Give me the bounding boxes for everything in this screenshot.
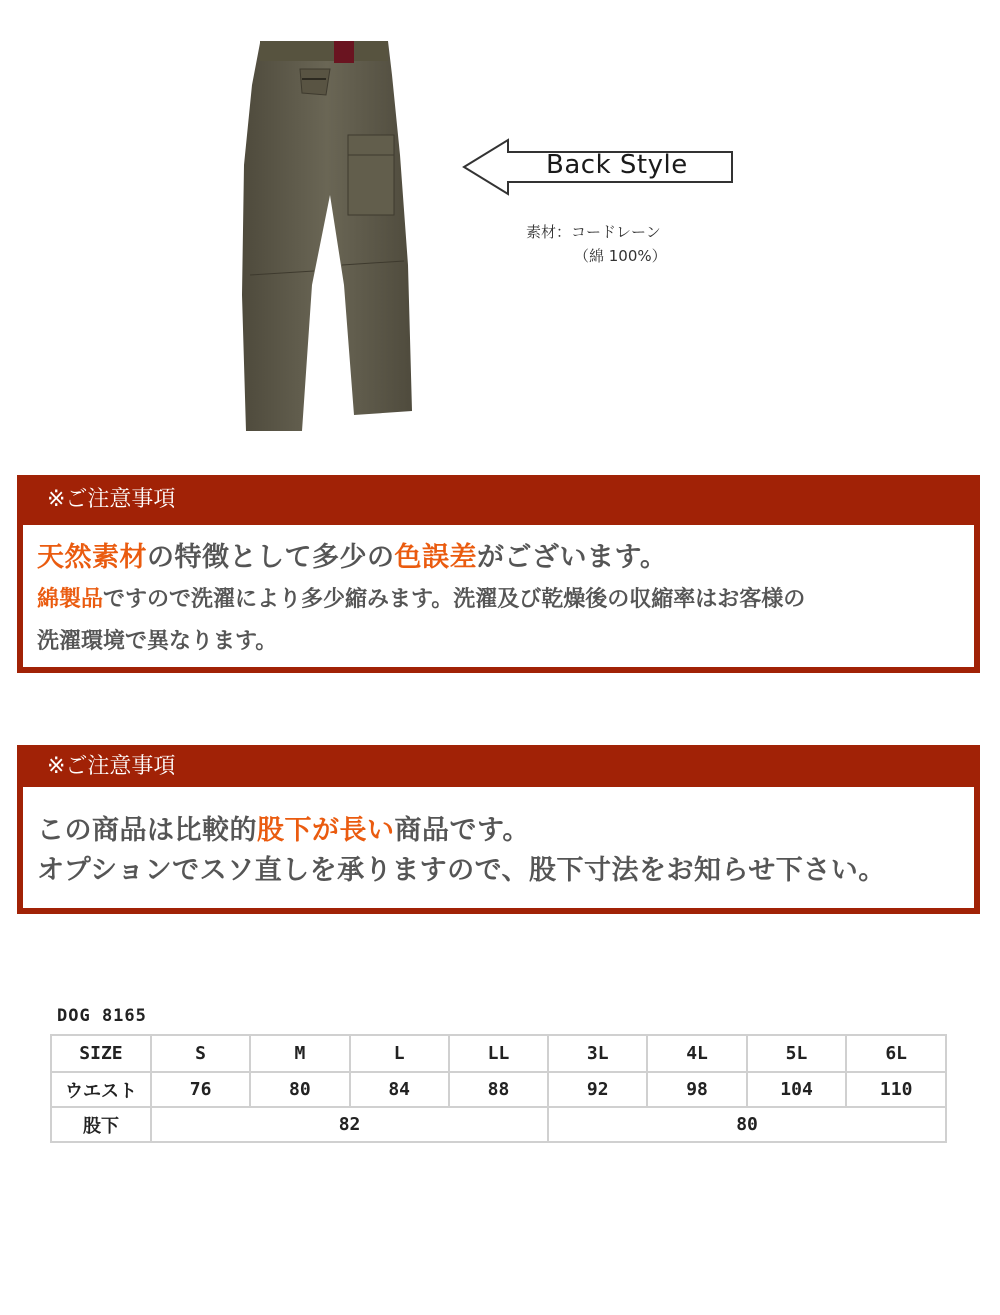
waist-cell: 88	[449, 1072, 548, 1107]
notice-text: ですので洗濯により多少縮みます。洗濯及び乾燥後の収縮率はお客様の	[103, 587, 806, 612]
waist-row	[51, 1072, 946, 1107]
waist-cell: 76	[151, 1072, 250, 1107]
size-header-cell: 3L	[548, 1035, 647, 1072]
back-style-label: Back Style	[546, 150, 688, 180]
notice1-line3: 洗濯環境で異なります。	[37, 629, 278, 654]
size-header-cell: 6L	[846, 1035, 946, 1072]
inseam-label: 股下	[51, 1107, 151, 1142]
size-header-row	[51, 1035, 946, 1072]
material-composition: （綿 100%）	[574, 247, 667, 265]
notice-text: がございます。	[477, 542, 668, 573]
highlight-text: 股下が長い	[257, 815, 395, 846]
notice1-line1	[37, 537, 974, 579]
pants-back-photo	[230, 35, 430, 435]
size-header-cell: M	[250, 1035, 349, 1072]
notice2-line1	[37, 811, 974, 851]
size-header-cell: 4L	[647, 1035, 746, 1072]
material-name: 素材：コードレーン	[526, 223, 661, 241]
notice-box-inseam	[17, 745, 980, 914]
waist-cell: 104	[747, 1072, 847, 1107]
model-number: DOG 8165	[57, 1006, 147, 1026]
inseam-cell: 80	[548, 1107, 946, 1142]
notice-body	[23, 525, 974, 667]
notice-text: 商品です。	[394, 815, 530, 846]
size-header-cell: S	[151, 1035, 250, 1072]
notice-text: この商品は比較的	[37, 815, 257, 846]
waist-cell: 98	[647, 1072, 746, 1107]
waist-cell: 110	[846, 1072, 946, 1107]
waist-cell: 92	[548, 1072, 647, 1107]
notice-heading: ※ご注意事項	[47, 754, 176, 779]
notice-box-color	[17, 475, 980, 673]
size-table	[50, 1034, 947, 1143]
size-header-cell: LL	[449, 1035, 548, 1072]
material-info	[526, 220, 667, 268]
size-header-cell: L	[350, 1035, 449, 1072]
highlight-text: 色誤差	[394, 542, 477, 573]
size-header-cell: SIZE	[51, 1035, 151, 1072]
waist-cell: 84	[350, 1072, 449, 1107]
notice-body	[23, 787, 974, 908]
size-header-cell: 5L	[747, 1035, 847, 1072]
highlight-text: 綿製品	[37, 587, 104, 612]
waist-label: ウエスト	[51, 1072, 151, 1107]
inseam-row	[51, 1107, 946, 1142]
highlight-text: 天然素材	[37, 542, 147, 573]
notice-heading: ※ご注意事項	[47, 487, 176, 512]
notice1-line2	[37, 579, 974, 621]
notice-text: の特徴として多少の	[147, 542, 395, 573]
waist-cell: 80	[250, 1072, 349, 1107]
inseam-cell: 82	[151, 1107, 548, 1142]
notice2-line2: オプションでスソ直しを承りますので、股下寸法をお知らせ下さい。	[37, 855, 886, 886]
